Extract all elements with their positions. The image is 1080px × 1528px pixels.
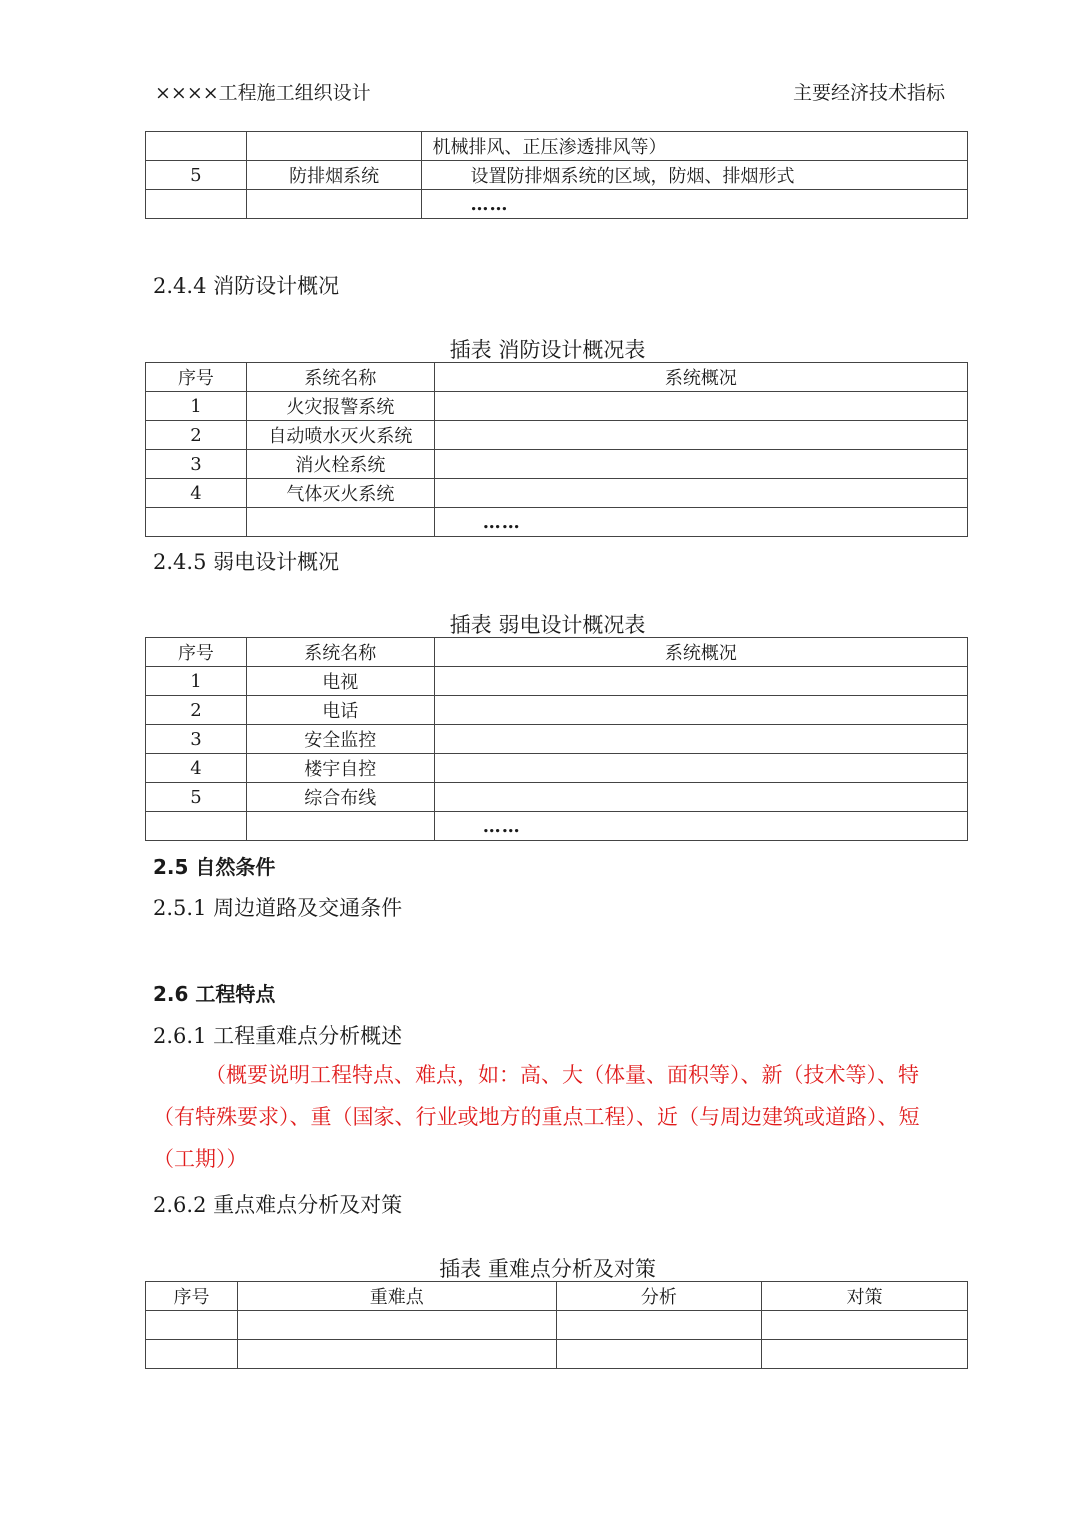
table-row	[146, 190, 968, 219]
weak-current-design-table	[145, 637, 968, 841]
cell-name: 防排烟系统	[246, 161, 422, 190]
header-no: 序号	[146, 1282, 238, 1311]
cell-key-point	[237, 1340, 556, 1369]
table-header-row	[146, 363, 968, 392]
cell-no: 2	[146, 696, 247, 725]
header-measure: 对策	[762, 1282, 968, 1311]
cell-name: 自动喷水灭火系统	[246, 421, 434, 450]
table-row	[146, 479, 968, 508]
header-overview: 系统概况	[434, 638, 967, 667]
cell-no	[146, 190, 247, 219]
cell-desc	[434, 421, 967, 450]
key-points-table-caption: 插表 重难点分析及对策	[439, 1257, 656, 1281]
cell-no: 4	[146, 754, 247, 783]
table-row	[146, 696, 968, 725]
header-no: 序号	[146, 638, 247, 667]
cell-desc	[434, 783, 967, 812]
cell-ellipsis: ……	[434, 812, 967, 841]
key-points-note-text: （概要说明工程特点、难点，如：高、大（体量、面积等）、新（技术等）、特（有特殊要求）、重（国家、行业或地方的重点工程）、近（与周边建筑或道路）、短（工期））	[153, 1063, 920, 1171]
table-row	[146, 421, 968, 450]
cell-desc	[434, 754, 967, 783]
cell-analysis	[556, 1311, 762, 1340]
cell-no: 3	[146, 450, 247, 479]
cell-no: 5	[146, 783, 247, 812]
table-row	[146, 1340, 968, 1369]
table-header-row	[146, 1282, 968, 1311]
cell-name: 楼宇自控	[246, 754, 434, 783]
cell-no: 1	[146, 392, 247, 421]
table-row	[146, 783, 968, 812]
weak-current-table-caption: 插表 弱电设计概况表	[449, 613, 646, 637]
table-row	[146, 132, 968, 161]
cell-measure	[762, 1340, 968, 1369]
cell-ellipsis: ……	[434, 508, 967, 537]
table-row	[146, 725, 968, 754]
cell-name: 火灾报警系统	[246, 392, 434, 421]
cell-desc	[434, 479, 967, 508]
cell-no: 4	[146, 479, 247, 508]
cell-name	[246, 132, 422, 161]
table-row	[146, 450, 968, 479]
header-analysis: 分析	[556, 1282, 762, 1311]
cell-no	[146, 1311, 238, 1340]
cell-name	[246, 812, 434, 841]
cell-name: 消火栓系统	[246, 450, 434, 479]
cell-desc: 设置防排烟系统的区域，防烟、排烟形式	[422, 161, 968, 190]
cell-name: 气体灭火系统	[246, 479, 434, 508]
cell-no	[146, 508, 247, 537]
cell-desc	[434, 450, 967, 479]
cell-no: 3	[146, 725, 247, 754]
section-heading-2-6: 2.6 工程特点	[153, 982, 276, 1006]
section-heading-2-4-5: 2.4.5 弱电设计概况	[153, 550, 340, 574]
table-row	[146, 1311, 968, 1340]
section-heading-2-5: 2.5 自然条件	[153, 855, 276, 879]
section-heading-2-4-4: 2.4.4 消防设计概况	[153, 274, 340, 298]
fire-table-caption: 插表 消防设计概况表	[449, 338, 646, 362]
cell-desc	[434, 667, 967, 696]
cell-key-point	[237, 1311, 556, 1340]
header-overview: 系统概况	[434, 363, 967, 392]
cell-ellipsis: ……	[422, 190, 968, 219]
cell-desc	[434, 696, 967, 725]
section-heading-2-6-1: 2.6.1 工程重难点分析概述	[153, 1024, 403, 1048]
cell-name	[246, 190, 422, 219]
cell-analysis	[556, 1340, 762, 1369]
header-system-name: 系统名称	[246, 363, 434, 392]
header-no: 序号	[146, 363, 247, 392]
cell-name: 安全监控	[246, 725, 434, 754]
cell-measure	[762, 1311, 968, 1340]
header-key-point: 重难点	[237, 1282, 556, 1311]
cell-desc	[434, 392, 967, 421]
key-points-note	[153, 1054, 943, 1180]
header-system-name: 系统名称	[246, 638, 434, 667]
cell-no: 1	[146, 667, 247, 696]
table-row	[146, 812, 968, 841]
section-heading-2-5-1: 2.5.1 周边道路及交通条件	[153, 896, 403, 920]
continued-system-table	[145, 131, 968, 219]
cell-name: 电话	[246, 696, 434, 725]
table-row	[146, 754, 968, 783]
cell-name: 电视	[246, 667, 434, 696]
key-points-table	[145, 1281, 968, 1369]
page-header-section: 主要经济技术指标	[793, 82, 946, 104]
table-header-row	[146, 638, 968, 667]
section-heading-2-6-2: 2.6.2 重点难点分析及对策	[153, 1193, 403, 1217]
table-row	[146, 392, 968, 421]
cell-name	[246, 508, 434, 537]
cell-no	[146, 812, 247, 841]
cell-no	[146, 132, 247, 161]
cell-no	[146, 1340, 238, 1369]
table-row	[146, 161, 968, 190]
table-row	[146, 508, 968, 537]
page-header-title: ××××工程施工组织设计	[155, 82, 371, 104]
cell-desc	[434, 725, 967, 754]
cell-no: 5	[146, 161, 247, 190]
cell-name: 综合布线	[246, 783, 434, 812]
fire-design-table	[145, 362, 968, 537]
cell-no: 2	[146, 421, 247, 450]
table-row	[146, 667, 968, 696]
cell-desc: 机械排风、正压渗透排风等）	[422, 132, 968, 161]
